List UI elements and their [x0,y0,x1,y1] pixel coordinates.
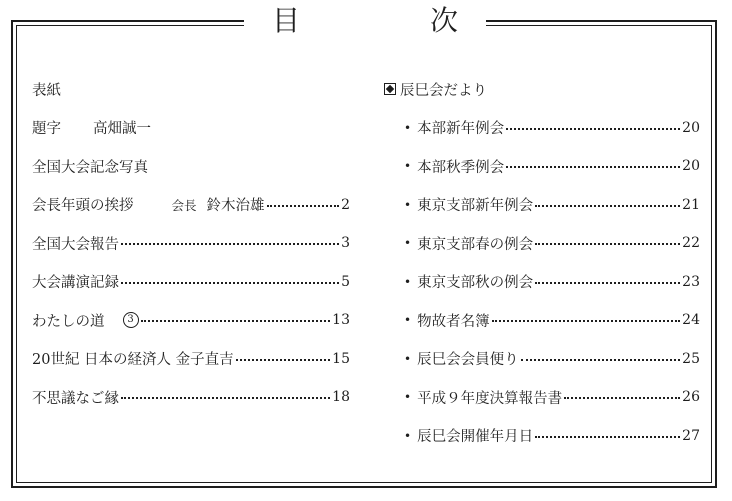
toc-entry-label: 東京支部春の例会 [417,236,534,253]
toc-entry-label: 表紙 [32,82,61,99]
bullet-icon: • [404,390,412,405]
toc-page-number: 27 [682,427,700,444]
toc-entry-label: 東京支部秋の例会 [417,275,534,292]
toc-entry-economist [32,340,350,379]
toc-entry-photo [32,147,350,186]
bullet-icon: • [404,351,412,366]
bullet-icon: • [404,313,412,328]
toc-entry [384,109,700,148]
dot-leader [121,236,339,250]
dot-leader [236,352,331,366]
dot-leader [506,121,680,135]
bullet-icon: • [404,159,412,174]
toc-page-number: 2 [341,196,350,213]
author-role: 会長 [171,197,197,213]
dot-leader [535,198,680,212]
toc-page-number: 15 [332,350,350,367]
toc-entry [384,301,700,340]
toc-page-number: 26 [682,389,700,406]
dot-leader [267,198,340,212]
dot-leader [121,390,330,404]
dot-leader [121,275,339,289]
toc-page-number: 13 [332,312,350,329]
circled-number: 3 [123,312,139,328]
toc-entry-label: 全国大会報告 [32,236,119,253]
bullet-icon: • [404,274,412,289]
toc-entry-calligraphy [32,109,350,148]
bullet-icon: • [404,197,412,212]
toc-entry-label: 辰巳会会員便り [417,352,519,369]
diamond-bullet-icon [384,83,396,95]
toc-page-number: 3 [341,235,350,252]
dot-leader [521,352,681,366]
toc-left-column [32,70,350,417]
toc-entry-label: 会長年頭の挨拶 [32,198,134,215]
toc-entry-label: 題字 [32,121,61,138]
dot-leader [535,236,680,250]
bullet-icon: • [404,236,412,251]
section-title: 辰巳会だより [400,82,487,99]
toc-entry-label: 20世紀 日本の経済人 金子直吉 [32,352,234,369]
dot-leader [492,313,681,327]
dot-leader [535,429,680,443]
calligrapher-name: 高畑誠一 [93,121,151,138]
dot-leader [506,159,680,173]
toc-right-column [384,70,700,455]
toc-entry [384,378,700,417]
toc-entry [384,417,700,456]
toc-entry-cover [32,70,350,109]
toc-entry-label: 大会講演記録 [32,275,119,292]
title-char-2: 次 [429,4,458,37]
toc-page-number: 24 [682,312,700,329]
toc-page-number: 20 [682,119,700,136]
toc-entry [384,186,700,225]
toc-entry-label: 辰巳会開催年月日 [417,429,534,446]
toc-page-number: 5 [341,273,350,290]
toc-entry-label: 本部秋季例会 [417,159,505,176]
toc-entry-label: 本部新年例会 [417,121,505,138]
toc-page-number: 22 [682,235,700,252]
toc-entry-label: 全国大会記念写真 [32,159,148,176]
dot-leader [564,390,680,404]
bullet-icon: • [404,428,412,443]
toc-entry-my-path [32,301,350,340]
toc-entry-label: 東京支部新年例会 [417,198,534,215]
toc-page-number: 20 [682,158,700,175]
toc-entry-report [32,224,350,263]
toc-entry-label: 不思議なご縁 [32,390,119,407]
toc-entry [384,340,700,379]
toc-entry-label: わたしの道 [32,313,105,330]
author-name: 鈴木治雄 [206,198,265,215]
dot-leader [141,313,331,327]
toc-page-number: 23 [682,273,700,290]
title-char-1: 目 [272,4,301,37]
toc-section-header [384,70,700,109]
toc-page-number: 21 [682,196,700,213]
toc-entry [384,224,700,263]
toc-entry-label: 平成９年度決算報告書 [417,390,563,407]
toc-page-number: 18 [332,389,350,406]
toc-entry-lecture [32,263,350,302]
toc-entry-fate [32,378,350,417]
toc-entry-greeting [32,186,350,225]
dot-leader [535,275,680,289]
toc-page-number: 25 [682,350,700,367]
bullet-icon: • [404,120,412,135]
toc-entry [384,263,700,302]
toc-entry-label: 物故者名簿 [417,313,490,330]
toc-entry [384,147,700,186]
page-title [244,0,486,42]
